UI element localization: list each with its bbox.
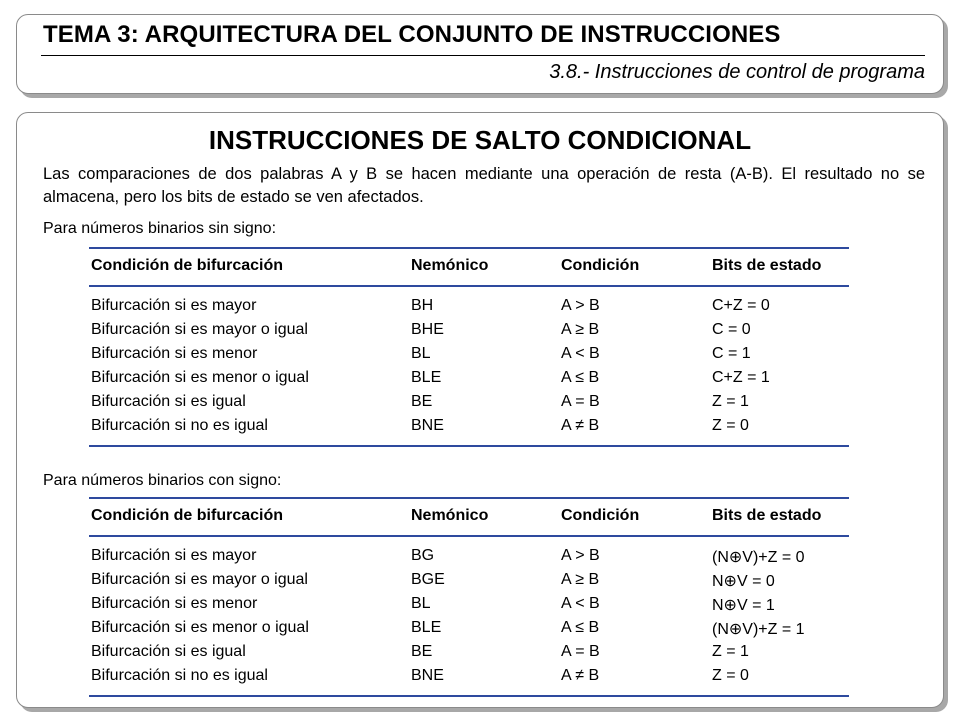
status-bits-cell: C+Z = 0 [712, 297, 770, 314]
mnemonic-cell: BE [411, 643, 433, 660]
status-bits-cell: C = 1 [712, 345, 751, 362]
condition-cell: A > B [561, 547, 600, 564]
condition-cell: A > B [561, 297, 600, 314]
branch-condition-cell: Bifurcación si no es igual [91, 667, 268, 684]
mnemonic-cell: BL [411, 345, 431, 362]
status-bits-cell: Z = 0 [712, 417, 749, 434]
table-row [89, 343, 849, 367]
status-bits-cell: N⊕V = 0 [712, 573, 775, 590]
mnemonic-cell: BHE [411, 321, 444, 338]
table-row [89, 545, 849, 569]
branch-condition-cell: Bifurcación si es menor o igual [91, 369, 309, 386]
branch-condition-cell: Bifurcación si es mayor o igual [91, 571, 308, 588]
unsigned-section-label: Para números binarios sin signo: [43, 220, 277, 237]
branch-condition-cell: Bifurcación si es menor o igual [91, 619, 309, 636]
mnemonic-cell: BGE [411, 571, 445, 588]
table-header-row [89, 249, 849, 285]
condition-cell: A = B [561, 393, 600, 410]
table-row [89, 415, 849, 439]
status-bits-cell: C+Z = 1 [712, 369, 770, 386]
status-bits-cell: Z = 1 [712, 643, 749, 660]
condition-cell: A ≤ B [561, 369, 600, 386]
status-bits-cell: (N⊕V)+Z = 0 [712, 549, 805, 566]
status-bits-cell: C = 0 [712, 321, 751, 338]
mnemonic-cell: BLE [411, 369, 442, 386]
branch-condition-cell: Bifurcación si es igual [91, 393, 246, 410]
header-divider [41, 55, 925, 56]
column-header-condition-branch: Condición de bifurcación [91, 507, 284, 524]
table-row [89, 665, 849, 689]
mnemonic-cell: BNE [411, 417, 444, 434]
condition-cell: A < B [561, 345, 600, 362]
condition-cell: A = B [561, 643, 600, 660]
table-row [89, 617, 849, 641]
column-header-mnemonic: Nemónico [411, 507, 489, 524]
branch-condition-cell: Bifurcación si no es igual [91, 417, 268, 434]
table-bottom-rule [89, 695, 849, 697]
mnemonic-cell: BE [411, 393, 433, 410]
mnemonic-cell: BLE [411, 619, 442, 636]
table-row [89, 593, 849, 617]
page-title: INSTRUCCIONES DE SALTO CONDICIONAL [208, 125, 752, 155]
intro-paragraph: Las comparaciones de dos palabras A y B se hacen mediante una operación de resta (A-B). El resultado no se almacena, pero los bits de estado se ven afectados. [43, 165, 925, 206]
condition-cell: A ≠ B [561, 417, 600, 434]
column-header-status-bits: Bits de estado [712, 507, 822, 524]
column-header-condition-branch: Condición de bifurcación [91, 257, 284, 274]
table-row [89, 569, 849, 593]
table-bottom-rule [89, 445, 849, 447]
status-bits-cell: N⊕V = 1 [712, 597, 775, 614]
branch-condition-cell: Bifurcación si es menor [91, 595, 258, 612]
mnemonic-cell: BH [411, 297, 434, 314]
table-row [89, 641, 849, 665]
branch-condition-cell: Bifurcación si es mayor o igual [91, 321, 308, 338]
condition-cell: A < B [561, 595, 600, 612]
unsigned-table [89, 247, 849, 447]
column-header-condition: Condición [561, 257, 640, 274]
header-subtitle: 3.8.- Instrucciones de control de programa [549, 61, 925, 83]
signed-table [89, 497, 849, 697]
table-row [89, 391, 849, 415]
column-header-status-bits: Bits de estado [712, 257, 822, 274]
table-header-row [89, 499, 849, 535]
column-header-mnemonic: Nemónico [411, 257, 489, 274]
table-row [89, 295, 849, 319]
status-bits-cell: Z = 1 [712, 393, 749, 410]
header-panel [16, 14, 944, 94]
mnemonic-cell: BG [411, 547, 435, 564]
table-row [89, 367, 849, 391]
branch-condition-cell: Bifurcación si es menor [91, 345, 258, 362]
signed-section-label: Para números binarios con signo: [43, 472, 282, 489]
condition-cell: A ≥ B [561, 321, 600, 338]
branch-condition-cell: Bifurcación si es mayor [91, 547, 257, 564]
branch-condition-cell: Bifurcación si es igual [91, 643, 246, 660]
condition-cell: A ≠ B [561, 667, 600, 684]
table-row [89, 319, 849, 343]
header-title: TEMA 3: ARQUITECTURA DEL CONJUNTO DE INSTRUCCIONES [43, 21, 781, 48]
mnemonic-cell: BL [411, 595, 431, 612]
column-header-condition: Condición [561, 507, 640, 524]
branch-condition-cell: Bifurcación si es mayor [91, 297, 257, 314]
mnemonic-cell: BNE [411, 667, 444, 684]
status-bits-cell: Z = 0 [712, 667, 749, 684]
condition-cell: A ≥ B [561, 571, 600, 588]
content-panel [16, 112, 944, 708]
condition-cell: A ≤ B [561, 619, 600, 636]
status-bits-cell: (N⊕V)+Z = 1 [712, 621, 805, 638]
